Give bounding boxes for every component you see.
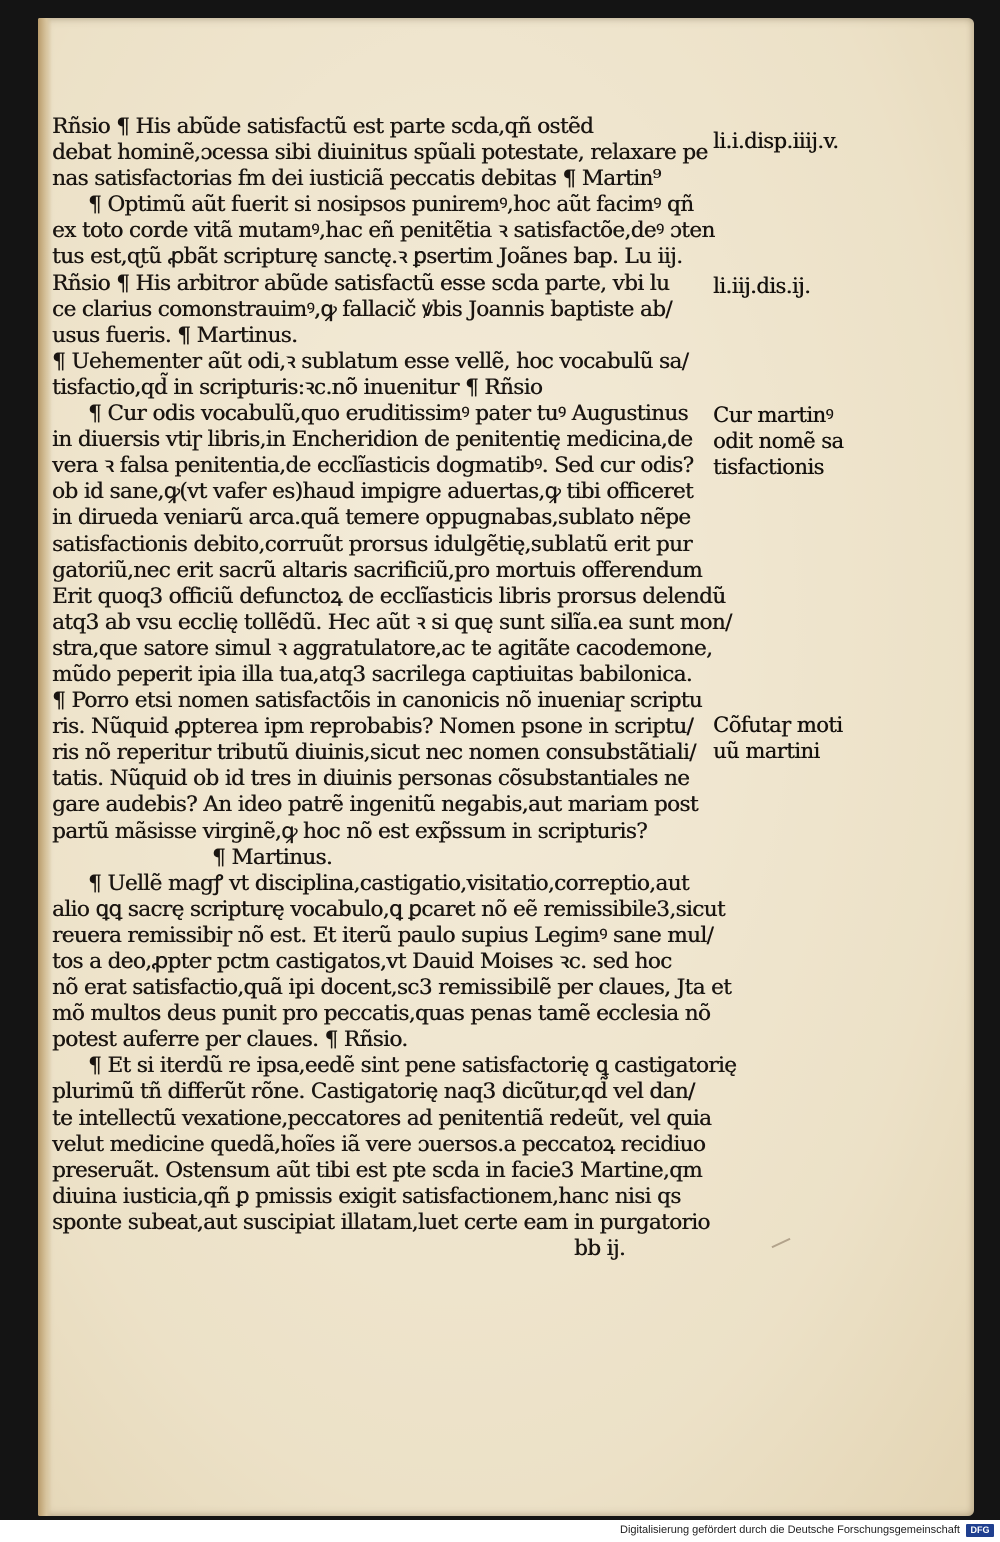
dfg-logo: DFG bbox=[966, 1524, 994, 1537]
text-line: plurimũ tñ differũt rõne. Castigatorię naq3 dicũtur,qd̃ vel dan/ bbox=[52, 1079, 695, 1105]
margin-note-line: Cõfutaɼ moti bbox=[713, 713, 843, 737]
text-line: mõ multos deus punit pro peccatis,quas penas tamẽ ecclesia nõ bbox=[52, 1001, 711, 1027]
text-line: partũ mãsisse virginẽ,ꝙ hoc nõ est exp̃ssum in scripturis? bbox=[52, 818, 648, 844]
text-line: tos a deo,ꝓpter pctm castigatos,vt Dauid Moises ꝛc. sed hoc bbox=[52, 949, 672, 974]
text-line: gatoriũ,nec erit sacrũ altaris sacrificiũ,pro mortuis offerendum bbox=[52, 557, 702, 583]
ink-stroke-mark bbox=[772, 1238, 791, 1248]
text-line: velut medicine quedã,hoĩes iã vere ɔuersos.a peccatoꝝ recidiuo bbox=[52, 1131, 706, 1157]
text-line: ¶ Optimũ aũt fuerit si nosipsos puniremꝰ,hoc aũt facimꝰ qñ bbox=[88, 192, 694, 218]
text-line: te intellectũ vexatione,peccatores ad penitentiã redeũt, vel quia bbox=[52, 1105, 712, 1131]
text-line: diuina iusticia,qñ ꝑ pmissis exigit satisfactionem,hanc nisi qs bbox=[52, 1183, 681, 1209]
text-line: reuera remissibiɼ nõ est. Et iterũ paulo supius Legimꝰ sane mul/ bbox=[52, 922, 714, 948]
margin-note-line: tisfactionis bbox=[713, 455, 824, 479]
signature-mark: bb ij. bbox=[574, 1236, 626, 1262]
text-line: potest auferre per claues. ¶ Rñsio. bbox=[52, 1027, 408, 1053]
text-line: preseruãt. Ostensum aũt tibi est pte scda in facie3 Martine,qm bbox=[52, 1157, 703, 1183]
text-line: ¶ Uellẽ magꝭ vt disciplina,castigatio,visitatio,correptio,aut bbox=[88, 870, 689, 896]
text-line: usus fueris. ¶ Martinus. bbox=[52, 322, 298, 348]
margin-note bbox=[713, 402, 843, 480]
text-line: Erit quoq3 officiũ defunctoꝝ de ecclĩasticis libris prorsus delendũ bbox=[52, 583, 726, 609]
text-line: debat hominẽ,ɔcessa sibi diuinitus spũali potestate, relaxare pe bbox=[52, 140, 708, 166]
text-line: ¶ Porro etsi nomen satisfactõis in canonicis nõ inueniaɼ scriptu bbox=[52, 688, 702, 714]
text-line: stra,que satore simul ꝛ aggratulatore,ac te agitãte cacodemone, bbox=[52, 635, 713, 661]
text-line: Rñsio ¶ His arbitror abũde satisfactũ esse scda parte, vbi lu bbox=[52, 270, 670, 296]
text-line: ris nõ reperitur tributũ diuinis,sicut nec nomen consubstãtiali/ bbox=[52, 740, 696, 766]
text-line: nõ erat satisfactio,quã ipi docent,sc3 remissibilẽ per claues, Jta et bbox=[52, 975, 732, 1001]
margin-note bbox=[713, 273, 810, 299]
main-text-block bbox=[52, 114, 737, 1262]
digitization-footer bbox=[0, 1520, 1000, 1542]
margin-note-line: Cur martinꝰ bbox=[713, 403, 833, 427]
text-line: ¶ Martinus. bbox=[212, 844, 333, 870]
text-line: ex toto corde vitã mutamꝰ,hac eñ penitẽtia ꝛ satisfactõe,deꝰ ɔten bbox=[52, 218, 715, 244]
margin-note-line: uũ martini bbox=[713, 739, 820, 763]
margin-note bbox=[713, 712, 842, 764]
text-line: in dirueda veniarũ arca.quã temere oppugnabas,sublato nẽpe bbox=[52, 505, 691, 531]
text-line: satisfactionis debito,corruũt prorsus idulgẽtię,sublatũ erit pur bbox=[52, 531, 692, 557]
text-line: in diuersis vtiɼ libris,in Encheridion de penitentię medicina,de bbox=[52, 427, 693, 453]
text-line: atq3 ab vsu ecclię tollẽdũ. Hec aũt ꝛ si quę sunt silĩa.ea sunt mon/ bbox=[52, 609, 732, 635]
text-line: sponte subeat,aut suscipiat illatam,luet certe eam in purgatorio bbox=[52, 1209, 710, 1235]
text-line: tisfactio,qd̃ in scripturis:ꝛc.nõ inuenitur ¶ Rñsio bbox=[52, 374, 543, 400]
margin-note-line: odit nomẽ sa bbox=[713, 429, 844, 453]
text-line: alio ꝗꝗ sacrę scripturę vocabulo,ꝗ ꝑcaret nõ eẽ remissibile3,sicut bbox=[52, 896, 725, 922]
text-line: Rñsio ¶ His abũde satisfactũ est parte scda,qñ ostẽd bbox=[52, 114, 594, 139]
text-line: ob id sane,ꝙ(vt vafer es)haud impigre aduertas,ꝙ tibi officeret bbox=[52, 479, 694, 505]
text-line: ¶ Et si iterdũ re ipsa,eedẽ sint pene satisfactorię ꝗ castigatorię bbox=[88, 1053, 737, 1079]
text-line: mũdo peperit ipia illa tua,atq3 sacrilega captiuitas babilonica. bbox=[52, 661, 693, 687]
text-line: tatis. Nũquid ob id tres in diuinis personas cõsubstantiales ne bbox=[52, 766, 690, 792]
margin-note-line: li.i.disp.iiij.v. bbox=[713, 129, 839, 153]
text-line: tus est,ɋtũ ꝓbãt scripturę sanctę.ꝛ ꝑsertim Joãnes bap. Lu iij. bbox=[52, 244, 683, 270]
text-line: ¶ Uehementer aũt odi,ꝛ sublatum esse vellẽ, hoc vocabulũ sa/ bbox=[52, 348, 689, 374]
text-line: ce clarius comonstrauimꝰ,ꝙ fallacič ꝟbis Joannis baptiste ab/ bbox=[52, 296, 672, 322]
book-page bbox=[38, 18, 974, 1516]
footer-credit: Digitalisierung gefördert durch die Deutsche Forschungsgemeinschaft bbox=[620, 1524, 960, 1536]
page-gutter bbox=[38, 18, 52, 1516]
text-line: vera ꝛ falsa penitentia,de ecclĩasticis dogmatibꝰ. Sed cur odis? bbox=[52, 453, 694, 479]
text-line: ¶ Cur odis vocabulũ,quo eruditissimꝰ pater tuꝰ Augustinus bbox=[88, 401, 688, 427]
text-line: nas satisfactorias fm dei iusticiã peccatis debitas ¶ Martin⁹ bbox=[52, 166, 661, 192]
margin-note bbox=[713, 128, 838, 154]
text-line: ris. Nũquid ꝓpterea ipm reprobabis? Nomen psone in scriptu/ bbox=[52, 714, 694, 740]
text-line: gare audebis? An ideo patrẽ ingenitũ negabis,aut mariam post bbox=[52, 792, 698, 818]
margin-note-line: li.iij.dis.ij. bbox=[713, 274, 811, 298]
